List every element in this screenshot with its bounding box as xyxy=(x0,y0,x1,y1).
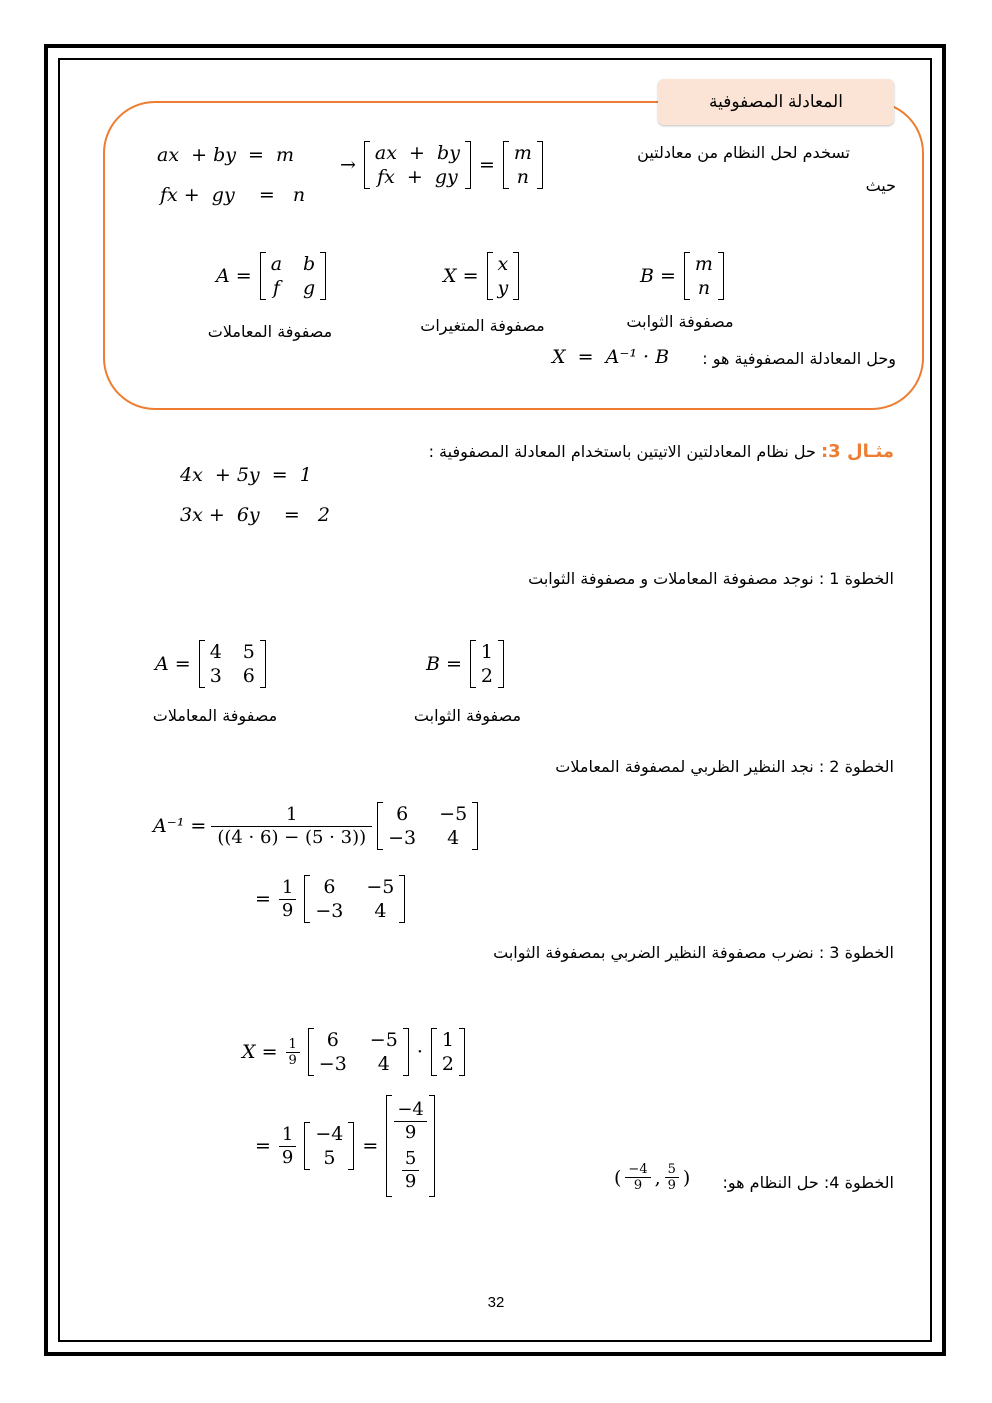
fraction xyxy=(214,804,369,849)
matrix-cell: −3 xyxy=(318,1053,347,1075)
equals-sign: = xyxy=(362,1135,379,1157)
fraction-numerator: 1 xyxy=(279,1124,296,1147)
coefficient-matrix-def xyxy=(216,252,326,300)
matrix xyxy=(260,252,327,300)
variable-matrix-def xyxy=(443,252,519,300)
fraction xyxy=(665,1162,679,1193)
inverse-formula xyxy=(153,802,478,850)
matrix xyxy=(377,802,478,850)
fraction-denominator: 9 xyxy=(288,1052,297,1068)
matrix-cell: −5 xyxy=(369,1029,398,1051)
arrow-icon: → xyxy=(340,154,356,176)
const-caption: مصفوفة الثوابت xyxy=(626,312,734,331)
fraction-denominator: 9 xyxy=(281,1146,294,1168)
matrix-cell: x xyxy=(497,253,509,275)
step1-coefficient-matrix xyxy=(155,640,266,688)
page-number: 32 xyxy=(487,1294,505,1311)
matrix-cell: b xyxy=(303,253,316,275)
fraction xyxy=(394,1148,427,1193)
matrix-cell: m xyxy=(694,253,713,275)
dot-operator: · xyxy=(416,1041,423,1063)
step-1-text: الخطوة 1 : نوجد مصفوفة المعاملات و مصفوفة الثوابت xyxy=(528,569,894,588)
fraction-denominator: 9 xyxy=(404,1171,417,1192)
intro-text: تسخدم لحل النظام من معادلتين xyxy=(637,143,850,162)
equals-sign: = xyxy=(255,888,271,910)
matrix-cell: −5 xyxy=(439,803,468,825)
matrix-cell: 6 xyxy=(396,803,409,825)
var-caption: مصفوفة المتغيرات xyxy=(420,316,545,335)
matrix-cell: a xyxy=(270,253,283,275)
matrix-cell: 1 xyxy=(441,1029,454,1051)
fraction-numerator: 1 xyxy=(279,877,296,900)
matrix xyxy=(487,252,520,300)
fraction-denominator: 9 xyxy=(404,1122,417,1143)
step1-coeff-caption: مصفوفة المعاملات xyxy=(152,706,278,725)
rhs-matrix xyxy=(503,141,543,189)
matrix xyxy=(199,640,266,688)
fraction-numerator: 1 xyxy=(211,804,372,827)
step-3-text: الخطوة 3 : نضرب مصفوفة النظير الضربي بمصفوفة الثوابت xyxy=(493,943,894,962)
inverse-label: A⁻¹ = xyxy=(153,815,207,837)
fraction-numerator: 5 xyxy=(402,1148,419,1171)
matrix-cell: n xyxy=(697,277,711,299)
step-4-text: الخطوة 4: حل النظام هو: xyxy=(722,1173,894,1192)
matrix-label: X = xyxy=(443,265,479,287)
matrix-cell: −3 xyxy=(315,900,344,922)
fraction-denominator: 9 xyxy=(667,1178,676,1193)
matrix-cell: f xyxy=(272,277,280,299)
matrix-cell: 4 xyxy=(377,1053,390,1075)
matrix-cell: −5 xyxy=(366,876,395,898)
fraction xyxy=(394,1099,427,1144)
step-2-text: الخطوة 2 : نجد النظير الظربي لمصفوفة المعاملات xyxy=(555,757,894,776)
matrix-cell: 6 xyxy=(323,876,336,898)
fraction-numerator: 1 xyxy=(286,1037,300,1053)
matrix-cell: 5 xyxy=(323,1147,336,1169)
fraction-numerator: −4 xyxy=(625,1162,650,1178)
matrix-cell: 3 xyxy=(209,665,222,687)
fraction-numerator: 5 xyxy=(665,1162,679,1178)
matrix xyxy=(684,252,724,300)
lhs-matrix xyxy=(364,141,471,189)
matrix-cell: 1 xyxy=(480,641,494,663)
solution-formula: X = A⁻¹ · B xyxy=(552,346,670,368)
matrix-cell: 6 xyxy=(242,665,255,687)
matrix-cell: g xyxy=(303,277,316,299)
matrix-cell: 4 xyxy=(209,641,222,663)
result-step xyxy=(255,1095,435,1197)
fraction xyxy=(279,1124,296,1169)
matrix-cell: 4 xyxy=(447,827,460,849)
matrix-cell: y xyxy=(497,277,509,299)
example-prompt: حل نظام المعادلتين الاتيتين باستخدام المعادلة المصفوفية : xyxy=(428,442,816,461)
where-text: حيث xyxy=(865,176,896,195)
final-solution xyxy=(614,1162,690,1193)
solution-text: وحل المعادلة المصفوفية هو : xyxy=(702,349,896,368)
matrix-label: A = xyxy=(155,653,191,675)
matrix-cell: 2 xyxy=(480,665,494,687)
matrix xyxy=(308,1028,409,1076)
comma: , xyxy=(654,1166,661,1189)
paren-close: ) xyxy=(682,1166,691,1189)
x-label: X = xyxy=(242,1041,278,1063)
matrix-equation xyxy=(340,141,543,189)
fraction xyxy=(286,1037,300,1068)
matrix-cell: 4 xyxy=(374,900,387,922)
example-eq-1: 4x + 5y = 1 xyxy=(180,464,312,486)
multiplication-step xyxy=(242,1028,465,1076)
section-title-tab: المعادلة المصفوفية xyxy=(658,79,894,125)
matrix-label: B = xyxy=(426,653,462,675)
matrix-cell: fx + gy xyxy=(377,166,458,188)
paren-open: ( xyxy=(614,1166,622,1189)
matrix-cell: m xyxy=(513,142,532,164)
matrix-cell: −3 xyxy=(388,827,417,849)
matrix-label: B = xyxy=(640,265,676,287)
example-eq-2: 3x + 6y = 2 xyxy=(180,504,330,526)
matrix-cell: −4 xyxy=(315,1123,344,1145)
inverse-simplified xyxy=(255,875,405,923)
matrix-cell: n xyxy=(516,166,530,188)
step1-constant-matrix xyxy=(426,640,504,688)
matrix-label: A = xyxy=(216,265,252,287)
fraction-denominator: 9 xyxy=(633,1178,643,1193)
equals-sign: = xyxy=(255,1135,271,1157)
example-heading xyxy=(380,441,894,462)
matrix-cell: 5 xyxy=(242,641,255,663)
matrix xyxy=(304,875,405,923)
system-eq-1: ax + by = m xyxy=(157,144,295,166)
matrix-cell: ax + by xyxy=(374,142,460,164)
fraction xyxy=(625,1162,650,1193)
equals-sign: = xyxy=(478,154,495,176)
system-eq-2: fx + gy = n xyxy=(160,184,306,206)
fraction xyxy=(279,877,296,922)
fraction-denominator: ((4 · 6) − (5 · 3)) xyxy=(217,826,367,848)
matrix xyxy=(431,1028,465,1076)
fraction-numerator: −4 xyxy=(394,1099,427,1122)
result-matrix xyxy=(386,1095,435,1197)
matrix-cell: 6 xyxy=(326,1029,339,1051)
step1-const-caption: مصفوفة الثوابت xyxy=(413,706,522,725)
matrix xyxy=(304,1122,354,1170)
matrix-cell: 2 xyxy=(441,1053,454,1075)
example-label: مثـال 3: xyxy=(820,441,894,462)
fraction-denominator: 9 xyxy=(281,899,294,921)
matrix xyxy=(470,640,504,688)
coeff-caption: مصفوفة المعاملات xyxy=(207,322,333,341)
constant-matrix-def xyxy=(640,252,724,300)
